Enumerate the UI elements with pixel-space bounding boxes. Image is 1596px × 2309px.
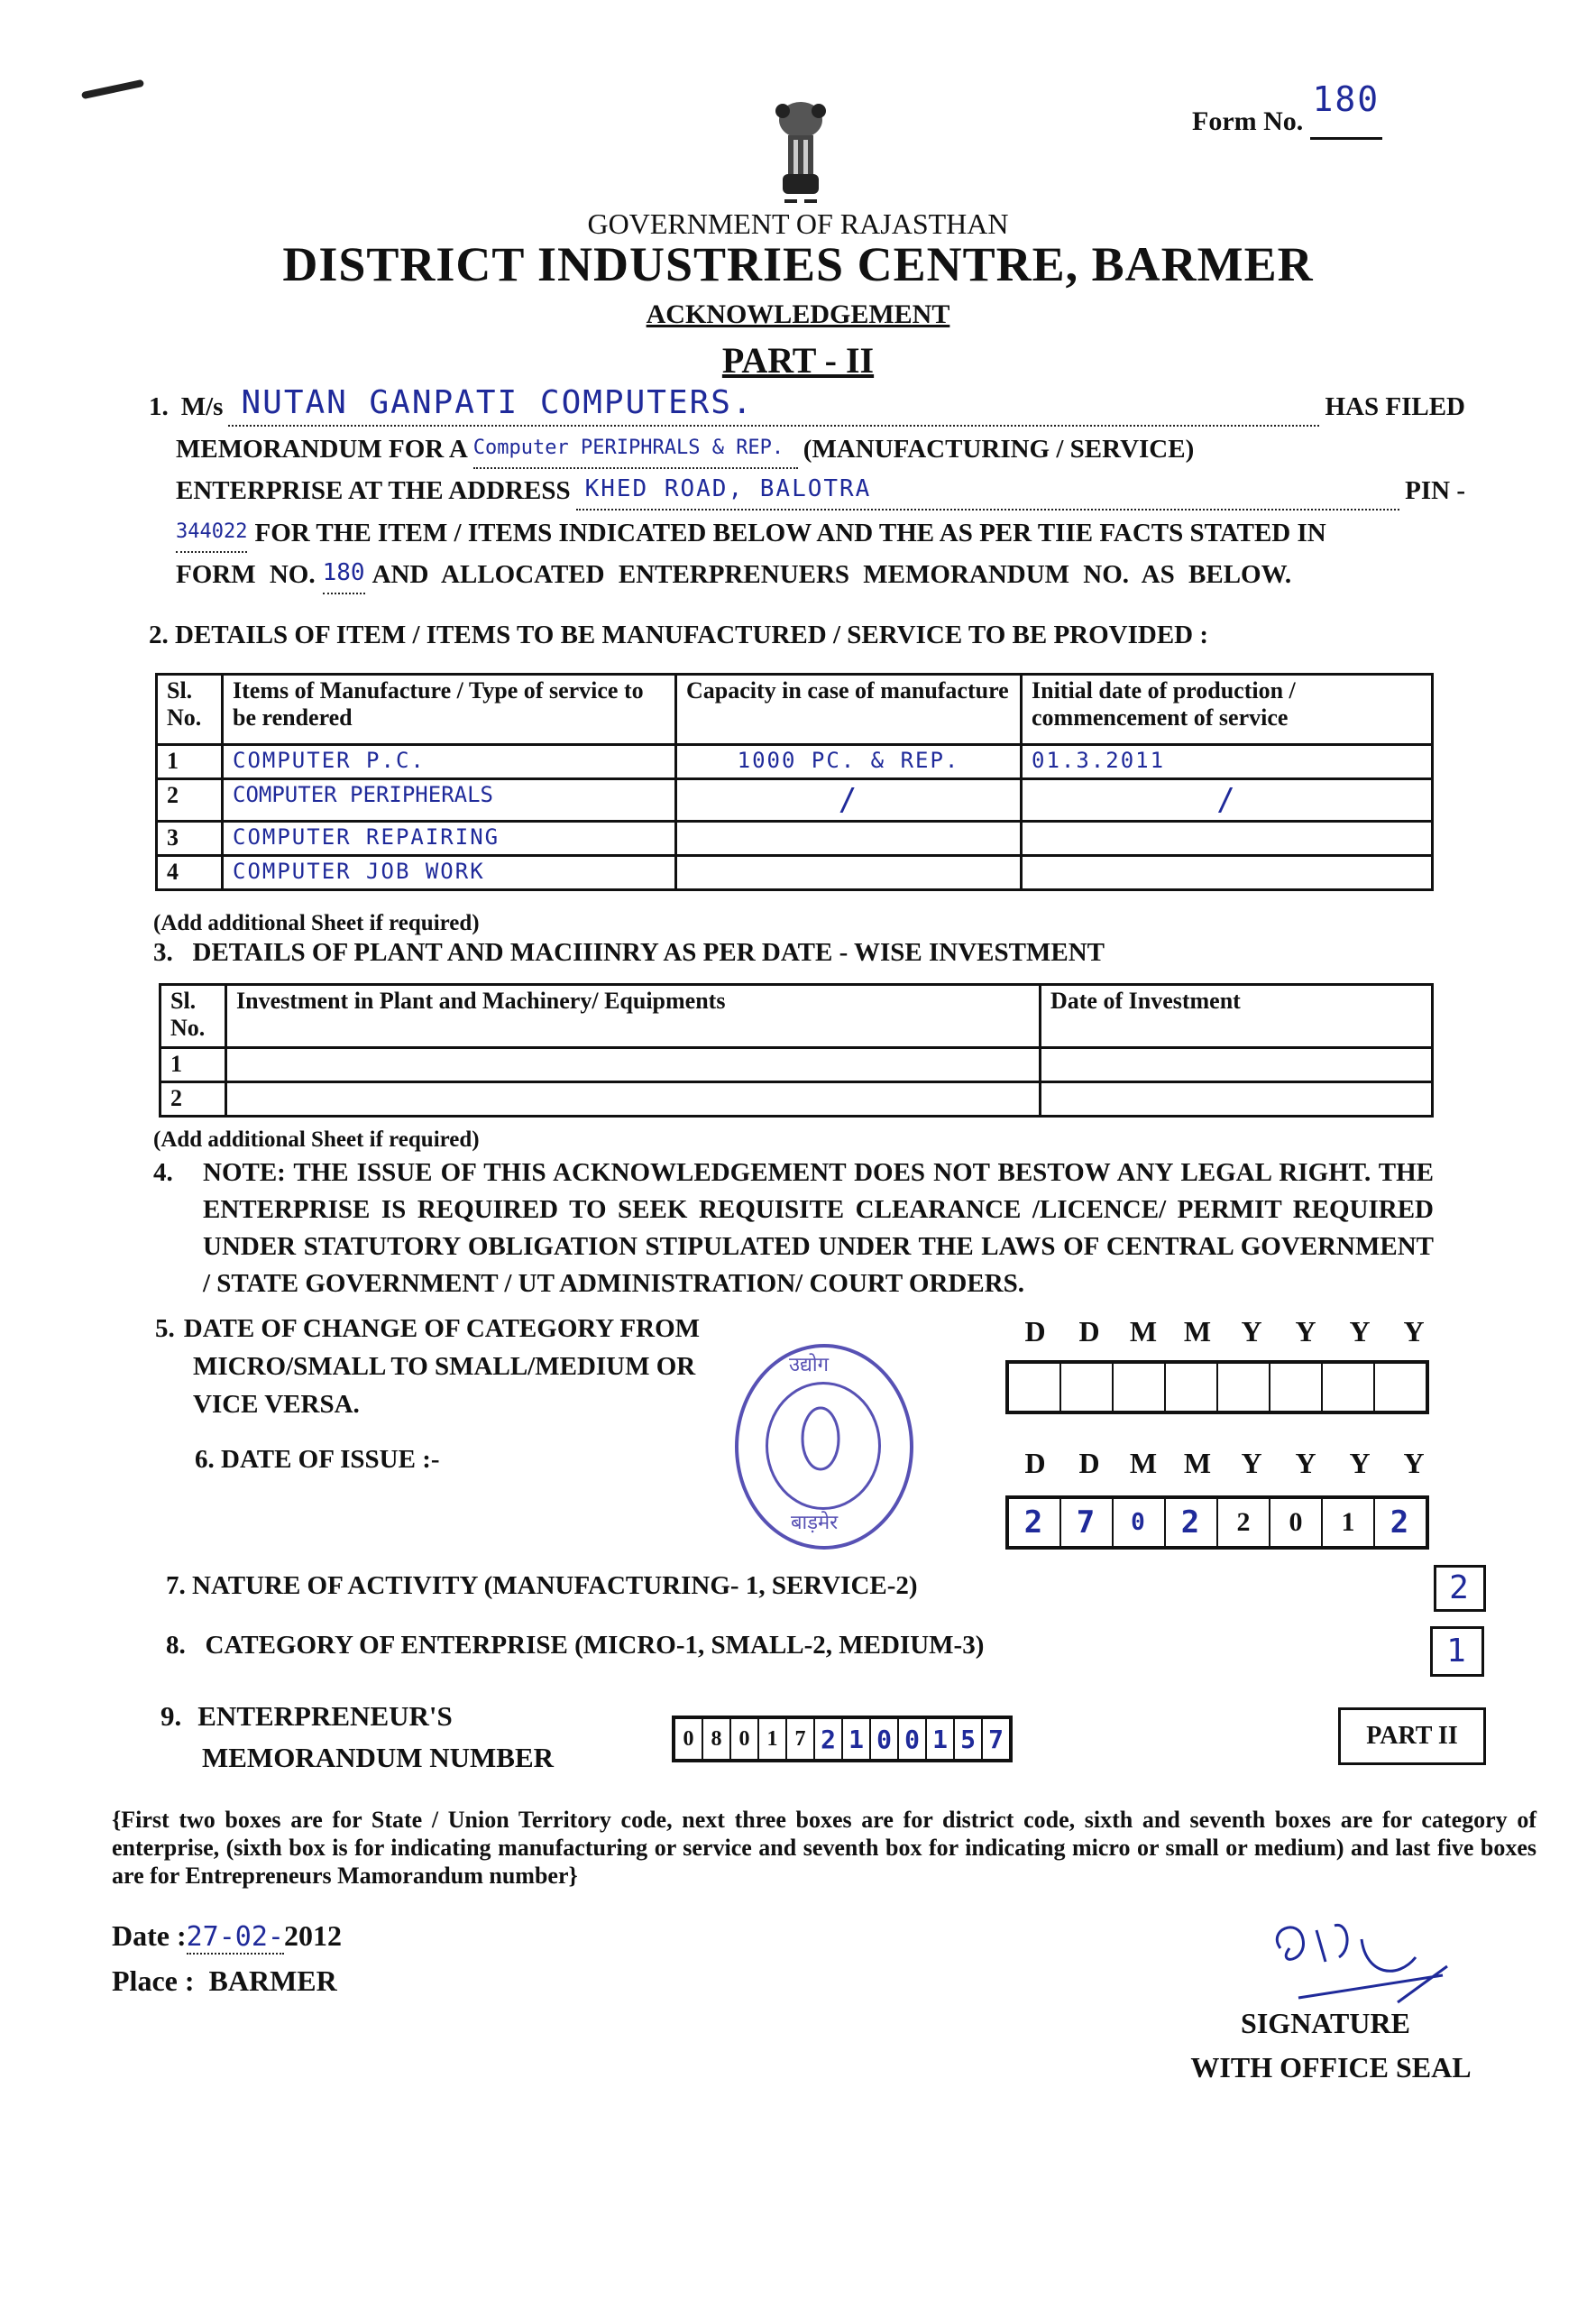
place: Place : BARMER [112, 1964, 337, 1997]
items-table [155, 673, 1434, 891]
table-row: 4 COMPUTER JOB WORK [157, 856, 1433, 890]
document-type: ACKNOWLEDGEMENT [646, 299, 950, 329]
memorandum-for-field[interactable]: Computer PERIPHRALS & REP. [472, 437, 784, 459]
form-number [1192, 79, 1382, 140]
svg-text:बाड़मेर: बाड़मेर [791, 1512, 839, 1534]
section-2-title: 2. DETAILS OF ITEM / ITEMS TO BE MANUFACTURED / SERVICE TO BE PROVIDED : [149, 621, 1209, 649]
table-row: 1 COMPUTER P.C. 1000 PC. & REP. 01.3.2011 [157, 745, 1433, 779]
government-title: GOVERNMENT OF RAJASTHAN [587, 207, 1009, 240]
section-8-label: 8. CATEGORY OF ENTERPRISE (MICRO-1, SMALL-2, MEDIUM-3) [166, 1631, 985, 1660]
address-field[interactable]: KHED ROAD, BALOTRA [584, 475, 872, 502]
issue-date-value[interactable]: 27-02- [186, 1921, 284, 1953]
table-row: 2 [161, 1082, 1433, 1117]
svg-text:उद्योग: उद्योग [789, 1354, 830, 1376]
table-row: 2 COMPUTER PERIPHERALS / / [157, 779, 1433, 822]
section-6-date-format: D D M M Y Y Y Y [1024, 1447, 1425, 1479]
investment-table-header [161, 985, 1433, 1048]
section-1 [149, 383, 1465, 594]
legal-note: NOTE: THE ISSUE OF THIS ACKNOWLEDGEMENT DOES NOT BESTOW ANY LEGAL RIGHT. THE ENTERPRISE IS REQUIRED TO SEEK REQUISITE CLEARANCE /LICENCE/ PERMIT REQUIRED UNDER STATUTORY OBLIGATION STIPULATED UNDER THE LAWS OF CENTRAL GOVERNMENT / STATE GOVERNMENT / UT ADMINISTRATION/ COURT ORDERS. [203, 1158, 1434, 1298]
memorandum-number-boxes[interactable]: 0 8 0 1 7 2 1 0 0 1 5 7 [672, 1716, 1013, 1762]
nature-of-activity-box[interactable]: 2 [1434, 1565, 1486, 1612]
office-stamp-icon [735, 1344, 913, 1550]
section-1-line-1: 1. M/s NUTAN GANPATI COMPUTERS. HAS FILED [149, 383, 1465, 427]
col-item: Items of Manufacture / Type of service to be rendered [223, 675, 676, 745]
items-table-header [157, 675, 1433, 745]
col-sl: Sl. No. [161, 985, 226, 1048]
col-date: Initial date of production / commencement of service [1022, 675, 1433, 745]
table-row: 3 COMPUTER REPAIRING [157, 822, 1433, 856]
section-4: 4. NOTE: THE ISSUE OF THIS ACKNOWLEDGEMENT DOES NOT BESTOW ANY LEGAL RIGHT. THE ENTERPRISE IS REQUIRED TO SEEK REQUISITE CLEARANCE /LICENCE/ PERMIT REQUIRED UNDER STATUTORY OBLIGATION STIPULATED UNDER THE LAWS OF CENTRAL GOVERNMENT / STATE GOVERNMENT / UT ADMINISTRATION/ COURT ORDERS. [153, 1154, 1434, 1302]
section-1-line-4: 344022 FOR THE ITEM / ITEMS INDICATED BELOW AND THE AS PER TIIE FACTS STATED IN [149, 511, 1465, 553]
section-5: 5. DATE OF CHANGE OF CATEGORY FROM MICRO/SMALL TO SMALL/MEDIUM OR VICE VERSA. [155, 1314, 701, 1419]
form-no-label: Form No. [1192, 106, 1304, 136]
table-row: 1 [161, 1048, 1433, 1082]
memorandum-number-explanation: {First two boxes are for State / Union Territory code, next three boxes are for district code, sixth and seventh boxes are for category of enterprise, (sixth box is for indicating manufacturing or service and seventh box for indicating micro or small or medium) and last five boxes are for Entrepreneurs Mamorandum number} [112, 1807, 1536, 1889]
section-7-label: 7. NATURE OF ACTIVITY (MANUFACTURING- 1, SERVICE-2) [166, 1571, 918, 1600]
part-title: PART - II [721, 340, 875, 381]
section-5-date-format: D D M M Y Y Y Y [1024, 1315, 1425, 1348]
section-2-note: (Add additional Sheet if required) [153, 911, 480, 935]
office-title: DISTRICT INDUSTRIES CENTRE, BARMER [282, 237, 1314, 291]
part-ii-box: PART II [1338, 1707, 1486, 1765]
section-6-label: 6. DATE OF ISSUE :- [195, 1445, 440, 1474]
office-seal-label: WITH OFFICE SEAL [1190, 2051, 1472, 2084]
category-of-enterprise-box[interactable]: 1 [1430, 1626, 1484, 1677]
date-of-issue-boxes[interactable]: 2 7 0 2 2 0 1 2 [1005, 1495, 1429, 1550]
section-1-line-3: ENTERPRISE AT THE ADDRESS KHED ROAD, BALOTRA PIN - [149, 469, 1465, 511]
signature-label: SIGNATURE [1241, 2007, 1410, 2039]
category-change-date-boxes[interactable] [1005, 1360, 1429, 1414]
section-3-note: (Add additional Sheet if required) [153, 1127, 480, 1152]
section-1-line-5: FORM NO. 180 AND ALLOCATED ENTERPRENUERS MEMORANDUM NO. AS BELOW. [149, 553, 1465, 594]
section-9-label: 9. ENTERPRENEUR'S MEMORANDUM NUMBER [161, 1700, 555, 1773]
stray-mark [81, 79, 144, 99]
form-no-value: 180 [1312, 79, 1380, 119]
col-capacity: Capacity in case of manufacture [676, 675, 1022, 745]
place-value: BARMER [208, 1964, 337, 1997]
section-1-line-2: MEMORANDUM FOR A Computer PERIPHRALS & REP. (MANUFACTURING / SERVICE) [149, 427, 1465, 469]
pin-field[interactable]: 344022 [176, 520, 248, 543]
section-3-title: 3. DETAILS OF PLANT AND MACIIINRY AS PER DATE - WISE INVESTMENT [153, 938, 1105, 967]
firm-name-field[interactable]: NUTAN GANPATI COMPUTERS. [241, 384, 754, 421]
col-sl: Sl. No. [157, 675, 223, 745]
form-no-field[interactable]: 180 [322, 559, 365, 586]
col-investment: Investment in Plant and Machinery/ Equipments [226, 985, 1041, 1048]
col-date-of-investment: Date of Investment [1041, 985, 1433, 1048]
investment-table [159, 983, 1434, 1118]
national-emblem-icon [774, 95, 828, 207]
issue-date: Date :27-02-2012 [112, 1919, 342, 1953]
handwritten-signature-icon [1262, 1912, 1470, 2011]
